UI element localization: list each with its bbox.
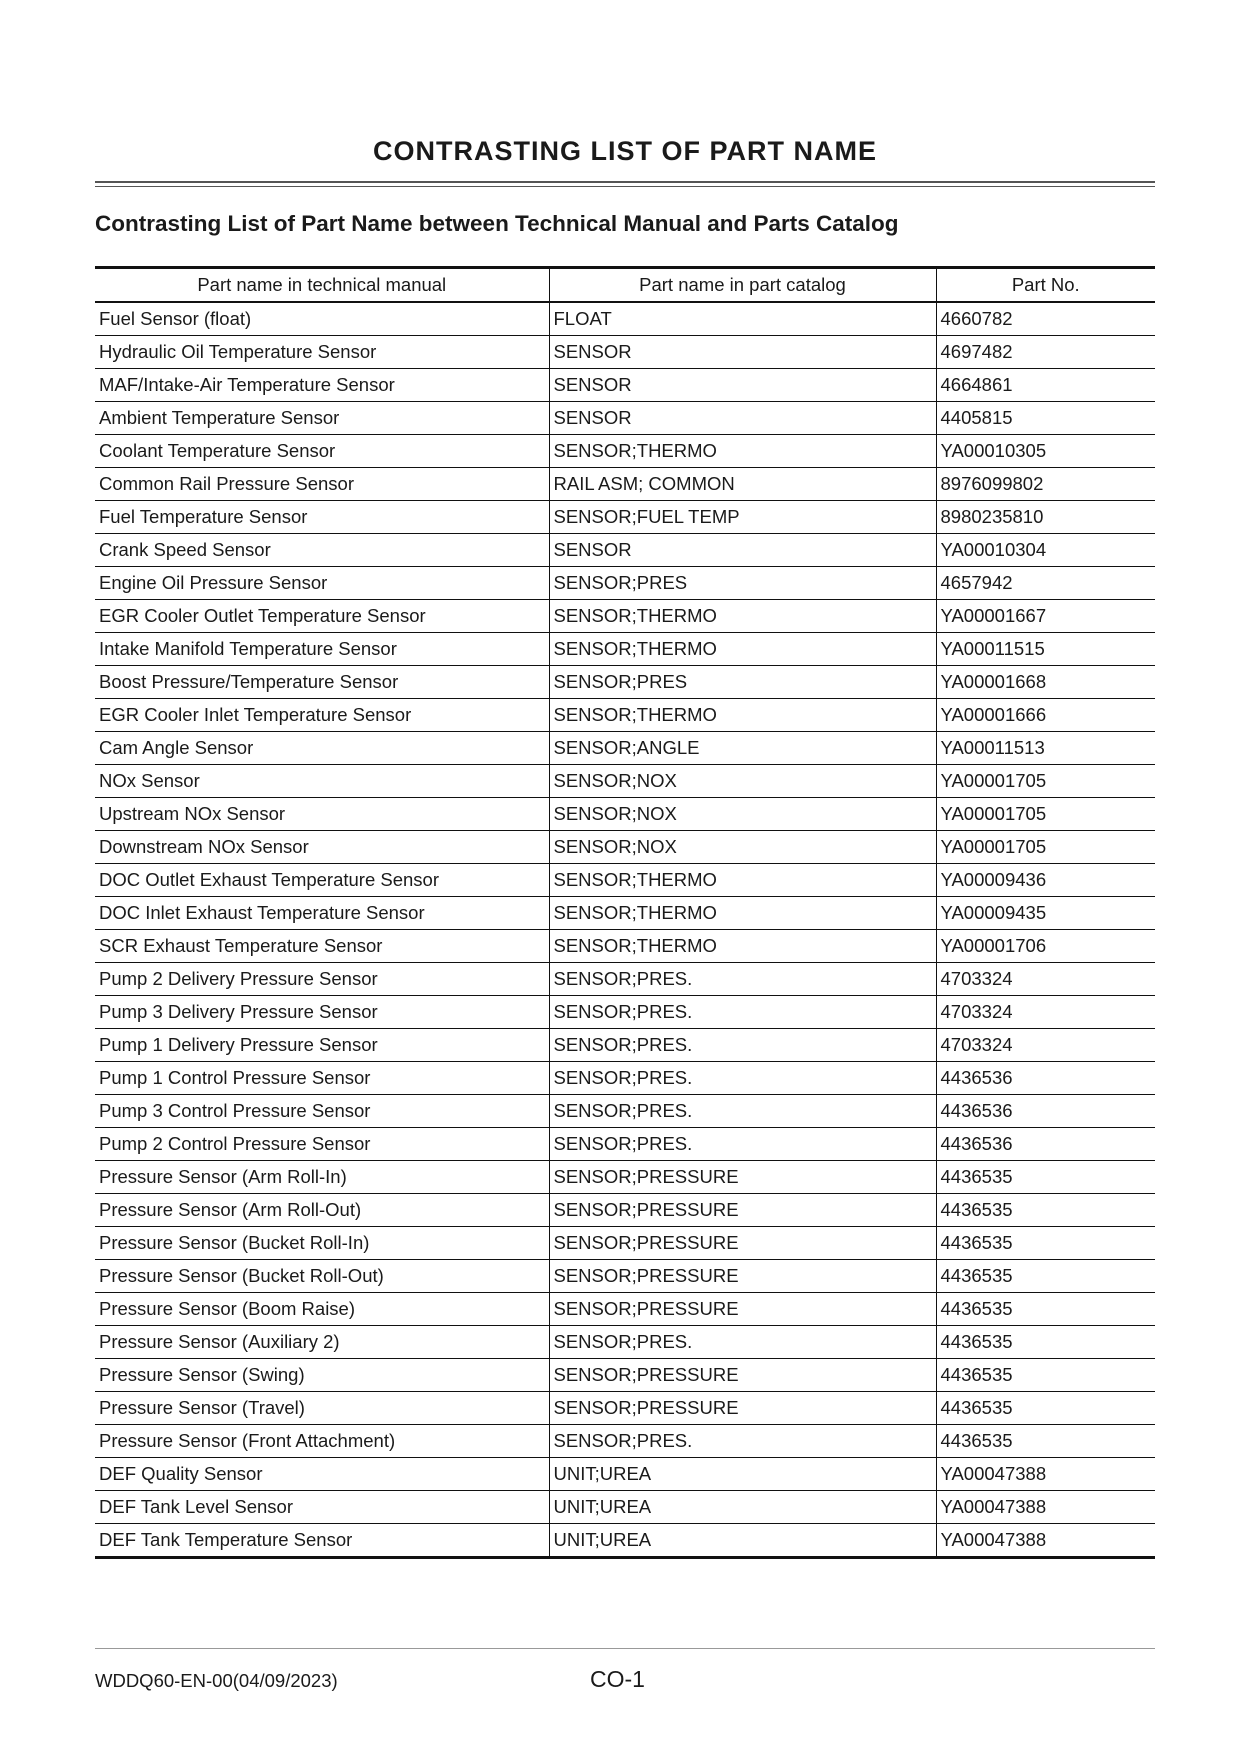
table-row (95, 1062, 1155, 1095)
part-catalog-name-cell: UNIT;UREA (549, 1458, 936, 1491)
technical-manual-name-cell: Upstream NOx Sensor (95, 798, 549, 831)
table-row (95, 567, 1155, 600)
part-number-cell: YA00047388 (936, 1458, 1155, 1491)
part-catalog-name-cell: SENSOR;NOX (549, 765, 936, 798)
part-number-cell: 4703324 (936, 996, 1155, 1029)
part-number-cell: 4703324 (936, 963, 1155, 996)
technical-manual-name-cell: Pressure Sensor (Front Attachment) (95, 1425, 549, 1458)
part-catalog-name-cell: SENSOR;PRESSURE (549, 1227, 936, 1260)
table-row (95, 831, 1155, 864)
technical-manual-name-cell: Pump 2 Control Pressure Sensor (95, 1128, 549, 1161)
technical-manual-name-cell: Engine Oil Pressure Sensor (95, 567, 549, 600)
part-number-cell: YA00001666 (936, 699, 1155, 732)
table-row (95, 1161, 1155, 1194)
table-row (95, 369, 1155, 402)
part-catalog-name-cell: SENSOR;THERMO (549, 699, 936, 732)
technical-manual-name-cell: Pressure Sensor (Travel) (95, 1392, 549, 1425)
part-number-cell: YA00001706 (936, 930, 1155, 963)
header-technical-manual-name: Part name in technical manual (95, 268, 549, 303)
part-catalog-name-cell: SENSOR;PRES (549, 666, 936, 699)
part-catalog-name-cell: SENSOR (549, 369, 936, 402)
part-catalog-name-cell: SENSOR;PRESSURE (549, 1359, 936, 1392)
technical-manual-name-cell: Intake Manifold Temperature Sensor (95, 633, 549, 666)
technical-manual-name-cell: DOC Outlet Exhaust Temperature Sensor (95, 864, 549, 897)
part-catalog-name-cell: SENSOR;PRESSURE (549, 1293, 936, 1326)
part-number-cell: 4436536 (936, 1062, 1155, 1095)
table-row (95, 1194, 1155, 1227)
table-row (95, 1524, 1155, 1558)
part-number-cell: YA00001667 (936, 600, 1155, 633)
technical-manual-name-cell: MAF/Intake-Air Temperature Sensor (95, 369, 549, 402)
technical-manual-name-cell: SCR Exhaust Temperature Sensor (95, 930, 549, 963)
technical-manual-name-cell: Pump 3 Control Pressure Sensor (95, 1095, 549, 1128)
technical-manual-name-cell: Pump 3 Delivery Pressure Sensor (95, 996, 549, 1029)
technical-manual-name-cell: Pressure Sensor (Boom Raise) (95, 1293, 549, 1326)
part-number-cell: 8976099802 (936, 468, 1155, 501)
table-row (95, 765, 1155, 798)
part-number-cell: YA00001705 (936, 798, 1155, 831)
part-catalog-name-cell: SENSOR;PRES. (549, 1425, 936, 1458)
part-number-cell: YA00011513 (936, 732, 1155, 765)
part-catalog-name-cell: SENSOR;PRES. (549, 1095, 936, 1128)
technical-manual-name-cell: Crank Speed Sensor (95, 534, 549, 567)
table-row (95, 699, 1155, 732)
part-catalog-name-cell: SENSOR;PRESSURE (549, 1161, 936, 1194)
part-number-cell: 4703324 (936, 1029, 1155, 1062)
table-row (95, 1029, 1155, 1062)
technical-manual-name-cell: DEF Quality Sensor (95, 1458, 549, 1491)
part-number-cell: YA00009435 (936, 897, 1155, 930)
technical-manual-name-cell: Pump 1 Delivery Pressure Sensor (95, 1029, 549, 1062)
part-catalog-name-cell: SENSOR;PRES. (549, 963, 936, 996)
technical-manual-name-cell: Pump 1 Control Pressure Sensor (95, 1062, 549, 1095)
part-number-cell: 4436535 (936, 1392, 1155, 1425)
part-catalog-name-cell: SENSOR;PRES. (549, 1029, 936, 1062)
technical-manual-name-cell: Pressure Sensor (Auxiliary 2) (95, 1326, 549, 1359)
part-number-cell: 4436535 (936, 1425, 1155, 1458)
table-header-row (95, 268, 1155, 303)
part-number-cell: 4436535 (936, 1359, 1155, 1392)
part-catalog-name-cell: UNIT;UREA (549, 1491, 936, 1524)
part-number-cell: YA00001705 (936, 765, 1155, 798)
table-body (95, 302, 1155, 1558)
part-catalog-name-cell: SENSOR;PRESSURE (549, 1392, 936, 1425)
table-row (95, 1359, 1155, 1392)
part-catalog-name-cell: SENSOR;PRESSURE (549, 1194, 936, 1227)
part-catalog-name-cell: SENSOR;NOX (549, 798, 936, 831)
part-number-cell: 8980235810 (936, 501, 1155, 534)
part-number-cell: 4405815 (936, 402, 1155, 435)
part-number-cell: 4436535 (936, 1260, 1155, 1293)
table-row (95, 1260, 1155, 1293)
technical-manual-name-cell: Pressure Sensor (Swing) (95, 1359, 549, 1392)
table-row (95, 501, 1155, 534)
table-row (95, 302, 1155, 336)
table-row (95, 1392, 1155, 1425)
part-number-cell: YA00001668 (936, 666, 1155, 699)
technical-manual-name-cell: Pressure Sensor (Arm Roll-Out) (95, 1194, 549, 1227)
table-row (95, 1293, 1155, 1326)
part-number-cell: YA00047388 (936, 1524, 1155, 1558)
table-row (95, 435, 1155, 468)
technical-manual-name-cell: DEF Tank Temperature Sensor (95, 1524, 549, 1558)
table-row (95, 468, 1155, 501)
technical-manual-name-cell: Common Rail Pressure Sensor (95, 468, 549, 501)
footer-rule (95, 1648, 1155, 1649)
part-number-cell: 4660782 (936, 302, 1155, 336)
technical-manual-name-cell: Pump 2 Delivery Pressure Sensor (95, 963, 549, 996)
table-row (95, 1326, 1155, 1359)
table-row (95, 1491, 1155, 1524)
table-row (95, 1458, 1155, 1491)
part-number-cell: 4436535 (936, 1293, 1155, 1326)
technical-manual-name-cell: Fuel Temperature Sensor (95, 501, 549, 534)
part-number-cell: 4436536 (936, 1128, 1155, 1161)
table-row (95, 732, 1155, 765)
table-row (95, 534, 1155, 567)
page-number: CO-1 (590, 1666, 645, 1692)
technical-manual-name-cell: EGR Cooler Inlet Temperature Sensor (95, 699, 549, 732)
part-catalog-name-cell: SENSOR;ANGLE (549, 732, 936, 765)
title-double-rule (95, 181, 1155, 187)
table-row (95, 633, 1155, 666)
footer-document-code: WDDQ60-EN-00(04/09/2023) (95, 1670, 338, 1691)
table-row (95, 600, 1155, 633)
technical-manual-name-cell: NOx Sensor (95, 765, 549, 798)
part-catalog-name-cell: SENSOR (549, 534, 936, 567)
table-row (95, 864, 1155, 897)
part-number-cell: 4657942 (936, 567, 1155, 600)
part-catalog-name-cell: SENSOR;NOX (549, 831, 936, 864)
part-number-cell: YA00001705 (936, 831, 1155, 864)
part-catalog-name-cell: SENSOR;PRES (549, 567, 936, 600)
part-number-cell: YA00010305 (936, 435, 1155, 468)
part-catalog-name-cell: SENSOR;THERMO (549, 600, 936, 633)
part-number-cell: 4436536 (936, 1095, 1155, 1128)
part-catalog-name-cell: UNIT;UREA (549, 1524, 936, 1558)
part-catalog-name-cell: SENSOR;THERMO (549, 897, 936, 930)
table-row (95, 1425, 1155, 1458)
part-number-cell: 4436535 (936, 1227, 1155, 1260)
part-catalog-name-cell: SENSOR;THERMO (549, 864, 936, 897)
technical-manual-name-cell: DEF Tank Level Sensor (95, 1491, 549, 1524)
section-title: Contrasting List of Part Name between Technical Manual and Parts Catalog (95, 211, 899, 236)
part-number-cell: 4436535 (936, 1161, 1155, 1194)
technical-manual-name-cell: Hydraulic Oil Temperature Sensor (95, 336, 549, 369)
part-catalog-name-cell: SENSOR;THERMO (549, 633, 936, 666)
part-catalog-name-cell: RAIL ASM; COMMON (549, 468, 936, 501)
table-row (95, 1227, 1155, 1260)
part-number-cell: 4436535 (936, 1194, 1155, 1227)
technical-manual-name-cell: Ambient Temperature Sensor (95, 402, 549, 435)
table-row (95, 930, 1155, 963)
technical-manual-name-cell: Pressure Sensor (Bucket Roll-In) (95, 1227, 549, 1260)
part-number-cell: 4436535 (936, 1326, 1155, 1359)
technical-manual-name-cell: DOC Inlet Exhaust Temperature Sensor (95, 897, 549, 930)
table-row (95, 996, 1155, 1029)
part-catalog-name-cell: SENSOR;PRES. (549, 1062, 936, 1095)
part-catalog-name-cell: SENSOR;THERMO (549, 930, 936, 963)
technical-manual-name-cell: Pressure Sensor (Bucket Roll-Out) (95, 1260, 549, 1293)
part-catalog-name-cell: FLOAT (549, 302, 936, 336)
part-catalog-name-cell: SENSOR;FUEL TEMP (549, 501, 936, 534)
table-row (95, 336, 1155, 369)
technical-manual-name-cell: Pressure Sensor (Arm Roll-In) (95, 1161, 549, 1194)
technical-manual-name-cell: EGR Cooler Outlet Temperature Sensor (95, 600, 549, 633)
part-number-cell: 4697482 (936, 336, 1155, 369)
table-row (95, 798, 1155, 831)
technical-manual-name-cell: Fuel Sensor (float) (95, 302, 549, 336)
part-catalog-name-cell: SENSOR (549, 336, 936, 369)
table-row (95, 666, 1155, 699)
table-row (95, 1095, 1155, 1128)
table-row (95, 402, 1155, 435)
part-catalog-name-cell: SENSOR;THERMO (549, 435, 936, 468)
technical-manual-name-cell: Cam Angle Sensor (95, 732, 549, 765)
technical-manual-name-cell: Coolant Temperature Sensor (95, 435, 549, 468)
technical-manual-name-cell: Downstream NOx Sensor (95, 831, 549, 864)
part-name-table (95, 266, 1155, 1559)
part-catalog-name-cell: SENSOR;PRESSURE (549, 1260, 936, 1293)
table-row (95, 963, 1155, 996)
table-row (95, 1128, 1155, 1161)
part-catalog-name-cell: SENSOR (549, 402, 936, 435)
table-row (95, 897, 1155, 930)
part-catalog-name-cell: SENSOR;PRES. (549, 1128, 936, 1161)
header-part-number: Part No. (936, 268, 1155, 303)
part-catalog-name-cell: SENSOR;PRES. (549, 1326, 936, 1359)
technical-manual-name-cell: Boost Pressure/Temperature Sensor (95, 666, 549, 699)
part-catalog-name-cell: SENSOR;PRES. (549, 996, 936, 1029)
header-part-catalog-name: Part name in part catalog (549, 268, 936, 303)
part-number-cell: 4664861 (936, 369, 1155, 402)
part-number-cell: YA00011515 (936, 633, 1155, 666)
part-number-cell: YA00010304 (936, 534, 1155, 567)
part-number-cell: YA00047388 (936, 1491, 1155, 1524)
part-number-cell: YA00009436 (936, 864, 1155, 897)
page-title: CONTRASTING LIST OF PART NAME (373, 136, 877, 166)
